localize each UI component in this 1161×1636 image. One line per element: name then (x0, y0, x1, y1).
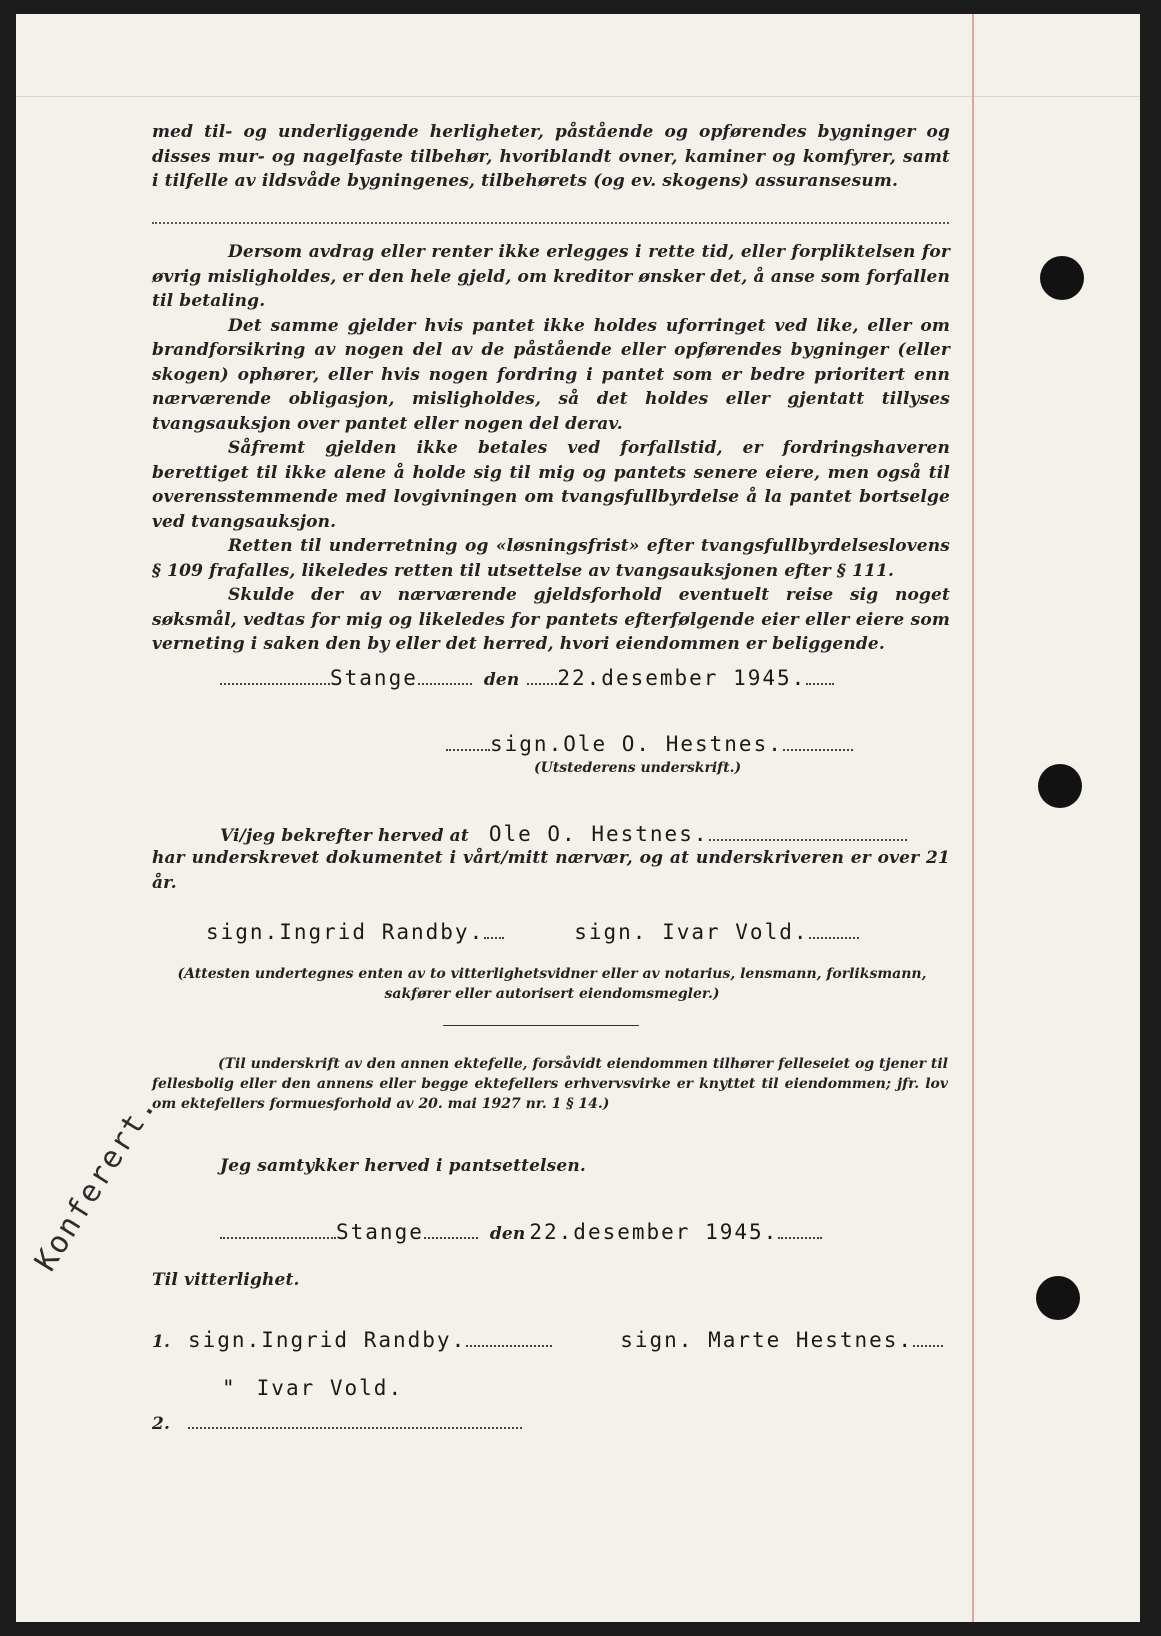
spouse-note: (Til underskrift av den annen ektefelle, forsåvidt eiendommen tilhører felleseiet og tjener til fellesbolig eller den annens eller begge ektefellers erhvervsvirke er knyttet til eiendommen; jfr. lov om ektefellers formuesforhold av 20. mai 1927 nr. 1 § 14.) (152, 1056, 948, 1112)
date-line (220, 666, 834, 693)
den-label: den (483, 670, 520, 690)
paragraph-forfall: Såfremt gjelden ikke betales ved forfallstid, er fordringshaveren berettiget til ikke alene å holde sig til mig og pantets senere eiere, men også til overensstemmende med lovgivningen om tvangsfullbyrdelse å la pantet bortselge ved tvangsauksjon. (152, 438, 950, 532)
date-2: 22.desember 1945. (529, 1220, 779, 1244)
vitterlighet-label: Til vitterlighet. (152, 1270, 300, 1290)
issuer-signature-line (446, 732, 853, 756)
attest-name: Ole O. Hestnes. (488, 822, 709, 846)
number-2: 2. (152, 1414, 171, 1434)
witness-list-row-1 (152, 1328, 943, 1355)
terms-section (152, 240, 950, 657)
issuer-signature: sign.Ole O. Hestnes. (490, 732, 783, 756)
dotted-separator (152, 222, 949, 224)
punch-hole (1040, 256, 1084, 300)
witness-list-row-2 (152, 1412, 522, 1437)
consent-text: Jeg samtykker herved i pantsettelsen. (220, 1156, 586, 1176)
attest-note: (Attesten undertegnes enten av to vitterlighetsvidner eller av notarius, lensmann, forliksmann, sakfører eller autorisert eiendomsmegler.) (177, 966, 927, 1002)
den-label-2: den (489, 1224, 526, 1244)
spouse-signature: sign. Marte Hestnes. (620, 1328, 914, 1352)
witness-line (206, 920, 859, 944)
date-line-2 (220, 1220, 822, 1247)
paragraph-default: Dersom avdrag eller renter ikke erlegges i rette tid, eller forpliktelsen for øvrig misligholdes, er den hele gjeld, om kreditor ønsker det, å anse som forfallen til betaling. (152, 242, 950, 311)
witness-list-row-ditto (222, 1376, 403, 1400)
ditto-mark: " (222, 1376, 237, 1400)
list-witness-1: sign.Ingrid Randby. (188, 1328, 467, 1352)
paragraph-property: med til- og underliggende herligheter, påstående og opførendes bygninger og disses mur- og nagelfaste tilbehør, hvoriblandt ovner, kaminer og komfyrer, samt i tilfelle av ildsvåde bygningenes, tilbehørets (og ev. skogens) assuransesum. (152, 122, 950, 191)
attest-prefix: Vi/jeg bekrefter herved at (220, 826, 469, 846)
number-1: 1. (152, 1332, 171, 1352)
document-page (16, 14, 1140, 1622)
paragraph-losningsfrist: Retten til underretning og «løsningsfrist» efter tvangsfullbyrdelseslovens § 109 frafalles, likeledes retten til utsettelse av tvangsauksjonen efter § 111. (152, 536, 950, 581)
signature-rule (443, 1025, 639, 1026)
list-witness-2: Ivar Vold. (256, 1376, 404, 1400)
paragraph-verneting: Skulde der av nærværende gjeldsforhold eventuelt reise sig noget søksmål, vedtas for mig og likeledes for pantets efterfølgende eier eller eiere som verneting i saken den by eller det herred, hvori eiendommen er beliggende. (152, 585, 950, 654)
paragraph-pledge: Det samme gjelder hvis pantet ikke holdes uforringet ved like, eller om brandforsikring av nogen del av de påstående eller opførendes bygninger (eller skogen) ophører, eller hvis nogen fordring i pantet som er bedre prioritert enn nærværende obligasjon, misligholdes, så det holdes eller gjentatt tillyses tvangsauksjon over pantet eller nogen del derav. (152, 315, 950, 434)
punch-hole (1036, 1276, 1080, 1320)
attest-text: har underskrevet dokumentet i vårt/mitt nærvær, og at underskriveren er over 21 år. (152, 848, 950, 893)
margin-line (972, 14, 974, 1622)
konferert-stamp: Konferert. (28, 1088, 164, 1278)
issuer-caption: (Utstederens underskrift.) (534, 760, 742, 776)
place: Stange (330, 666, 418, 690)
place-2: Stange (336, 1220, 424, 1244)
witness-right: sign. Ivar Vold. (574, 920, 809, 944)
attest-line (220, 822, 907, 849)
date: 22.desember 1945. (557, 666, 807, 690)
witness-left: sign.Ingrid Randby. (206, 920, 485, 944)
punch-hole (1038, 764, 1082, 808)
